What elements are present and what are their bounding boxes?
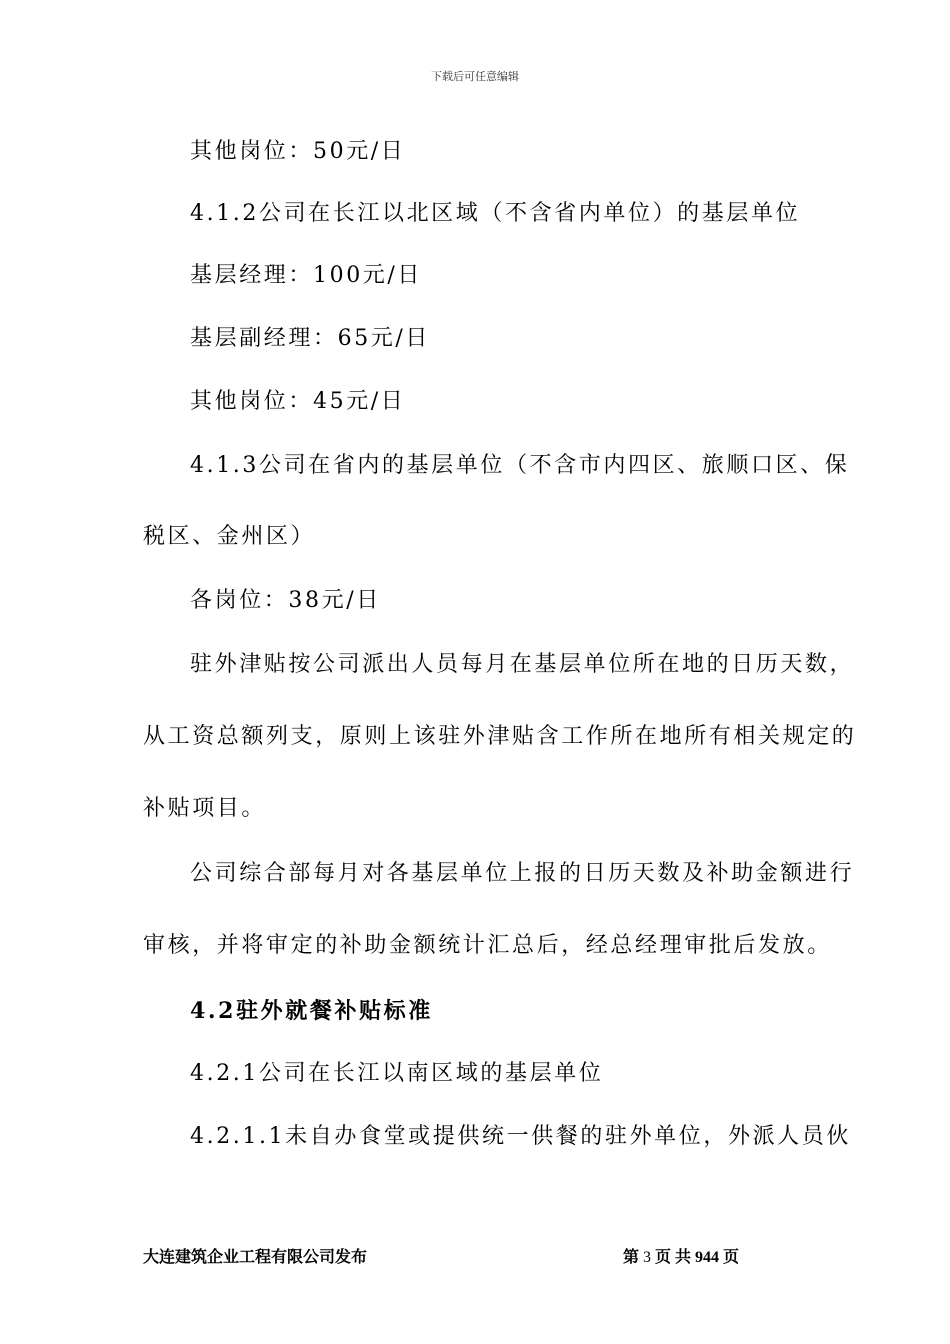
text-line: 驻外津贴按公司派出人员每月在基层单位所在地的日历天数， [190, 652, 855, 677]
footer-page-total: 944 [695, 1249, 720, 1266]
text-line: 其他岗位：45元/日 [190, 389, 406, 414]
page-header: 下载后可任意编辑 [431, 70, 519, 83]
footer-page-suffix: 页 [723, 1249, 740, 1266]
text-line: 其他岗位：50元/日 [190, 139, 406, 164]
text-line: 基层副经理：65元/日 [190, 326, 431, 351]
footer-page-prefix: 第 [623, 1249, 640, 1266]
text-line: 4.2.1.1未自办食堂或提供统一供餐的驻外单位，外派人员伙 [190, 1124, 851, 1149]
footer-page-mid: 页 共 [655, 1249, 692, 1266]
text-line: 税区、金州区） [143, 524, 316, 549]
text-line: 4.2.1公司在长江以南区域的基层单位 [190, 1061, 604, 1086]
text-line: 审核，并将审定的补助金额统计汇总后，经总经理审批后发放。 [143, 933, 832, 958]
footer-publisher: 大连建筑企业工程有限公司发布 [143, 1249, 368, 1266]
text-line: 基层经理：100元/日 [190, 263, 423, 288]
text-line: 从工资总额列支，原则上该驻外津贴含工作所在地所有相关规定的 [143, 724, 857, 749]
section-heading: 4.2驻外就餐补贴标准 [190, 998, 433, 1024]
text-line: 公司综合部每月对各基层单位上报的日历天数及补助金额进行 [190, 861, 855, 886]
footer-page-number: 3 [643, 1249, 652, 1266]
text-line: 补贴项目。 [143, 796, 267, 821]
footer-page-info [623, 1244, 739, 1267]
text-line: 各岗位：38元/日 [190, 588, 381, 613]
text-line: 4.1.3公司在省内的基层单位（不含市内四区、旅顺口区、保 [190, 453, 850, 478]
text-line: 4.1.2公司在长江以北区域（不含省内单位）的基层单位 [190, 201, 801, 226]
